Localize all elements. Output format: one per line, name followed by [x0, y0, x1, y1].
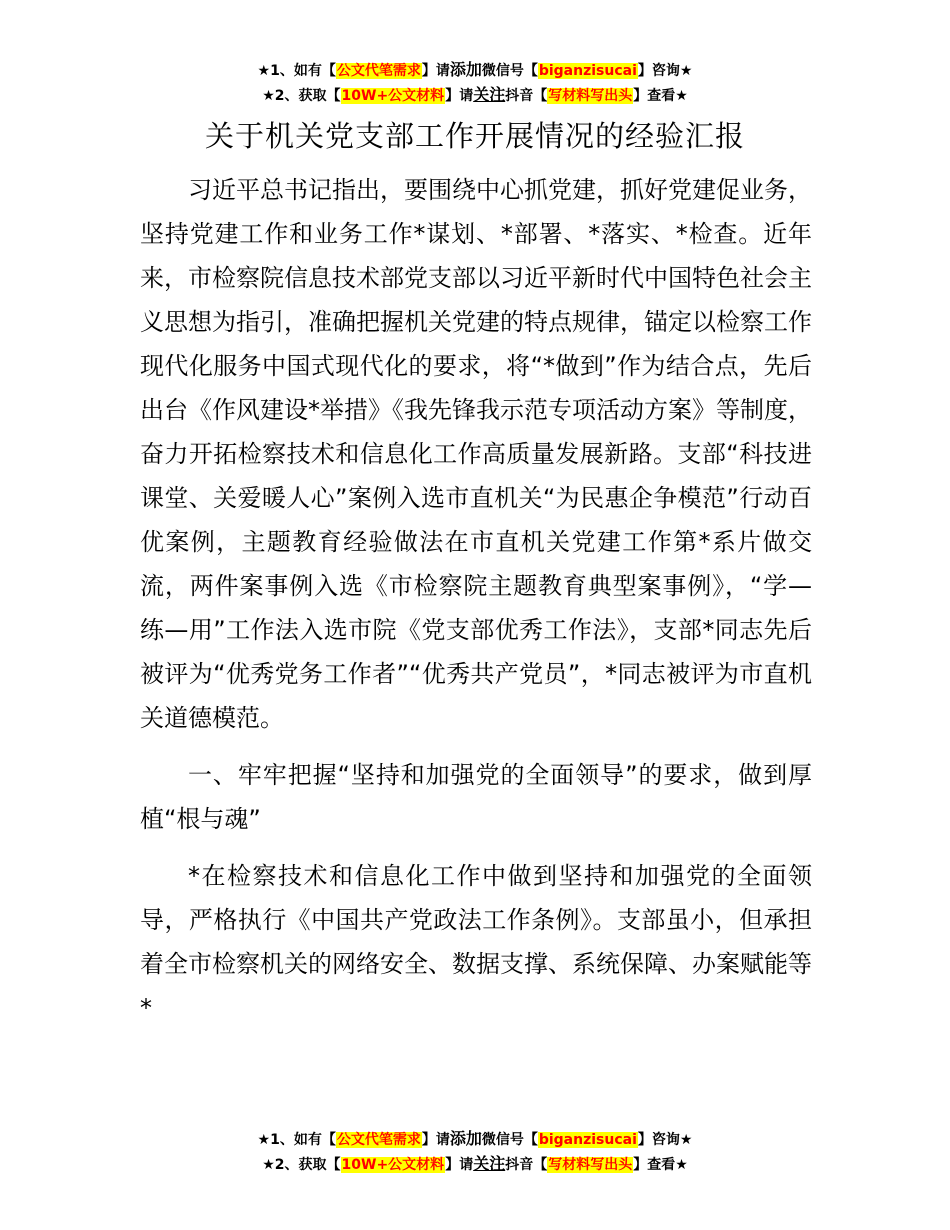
promo-highlight-douyin: 写材料写出头 — [548, 1157, 633, 1173]
promo-suffix: 查看★ — [647, 1157, 688, 1173]
footer-promo-banner — [0, 1127, 950, 1177]
promo-line-2 — [0, 83, 950, 108]
promo-highlight-service: 公文代笔需求 — [336, 63, 421, 79]
promo-highlight-materials: 10W+公文材料 — [341, 88, 445, 104]
bracket: 【 — [533, 1157, 548, 1173]
promo-highlight-service: 公文代笔需求 — [336, 1132, 421, 1148]
promo-text: 请 — [435, 1132, 450, 1148]
promo-highlight-materials: 10W+公文材料 — [341, 1157, 445, 1173]
promo-emphasis: 添加 — [449, 1129, 482, 1148]
bracket: 】 — [445, 88, 460, 104]
bracket: 】 — [421, 63, 436, 79]
bracket: 【 — [523, 63, 538, 79]
bracket: 【 — [321, 63, 336, 79]
bracket: 【 — [321, 1132, 336, 1148]
bracket: 【 — [326, 1157, 341, 1173]
promo-text: 微信号 — [481, 1132, 524, 1148]
document-body — [140, 168, 812, 1030]
promo-text: 请 — [459, 88, 474, 104]
promo-text: 抖音 — [505, 88, 534, 104]
promo-line-2 — [0, 1152, 950, 1177]
promo-text: 请 — [459, 1157, 474, 1173]
header-promo-banner — [0, 58, 950, 108]
bracket: 【 — [326, 88, 341, 104]
document-title: 关于机关党支部工作开展情况的经验汇报 — [204, 119, 745, 153]
promo-line-1 — [0, 58, 950, 83]
bracket: 】 — [637, 63, 652, 79]
bracket: 】 — [421, 1132, 436, 1148]
promo-prefix: ★2、获取 — [262, 88, 327, 104]
promo-text: 抖音 — [505, 1157, 534, 1173]
promo-suffix: 咨询★ — [651, 1132, 693, 1148]
promo-line-1 — [0, 1127, 950, 1152]
paragraph-section-1: *在检察技术和信息化工作中做到坚持和加强党的全面领导，严格执行《中国共产党政法工作条例》。支部虽小，但承担着全市检察机关的网络安全、数据支撑、系统保障、办案赋能等* — [140, 862, 812, 1022]
promo-highlight-wechat: biganzisucai — [538, 1132, 637, 1148]
promo-highlight-wechat: biganzisucai — [538, 63, 637, 79]
promo-emphasis: 关注 — [473, 85, 506, 104]
promo-prefix: ★2、获取 — [262, 1157, 327, 1173]
promo-text: 请 — [435, 63, 450, 79]
promo-emphasis: 添加 — [449, 60, 482, 79]
section-heading-1: 一、牢牢把握“坚持和加强党的全面领导”的要求，做到厚植“根与魂” — [140, 761, 812, 833]
promo-suffix: 查看★ — [647, 88, 688, 104]
promo-suffix: 咨询★ — [651, 63, 693, 79]
bracket: 】 — [633, 88, 648, 104]
promo-highlight-douyin: 写材料写出头 — [548, 88, 633, 104]
promo-emphasis: 关注 — [473, 1154, 506, 1173]
promo-text: 微信号 — [481, 63, 524, 79]
bracket: 【 — [523, 1132, 538, 1148]
bracket: 【 — [533, 88, 548, 104]
bracket: 】 — [445, 1157, 460, 1173]
promo-prefix: ★1、如有 — [257, 1132, 322, 1148]
paragraph-intro: 习近平总书记指出，要围绕中心抓党建，抓好党建促业务，坚持党建工作和业务工作*谋划、*部署、*落实、*检查。近年来，市检察院信息技术部党支部以习近平新时代中国特色社会主义思想为指引，准确把握机关党建的特点规律，锚定以检察工作现代化服务中国式现代化的要求，将“*做到”作为结合点，先后出台《作风建设*举措》《我先锋我示范专项活动方案》等制度，奋力开拓检察技术和信息化工作高质量发展新路。支部“科技进课堂、关爱暖人心”案例入选市直机关“为民惠企争模范”行动百优案例，主题教育经验做法在市直机关党建工作第*系片做交流，两件案事例入选《市检察院主题教育典型案事例》，“学—练—用”工作法入选市院《党支部优秀工作法》，支部*同志先后被评为“优秀党务工作者”“优秀共产党员”，*同志被评为市直机关道德模范。 — [140, 176, 812, 732]
bracket: 】 — [637, 1132, 652, 1148]
promo-prefix: ★1、如有 — [257, 63, 322, 79]
bracket: 】 — [633, 1157, 648, 1173]
